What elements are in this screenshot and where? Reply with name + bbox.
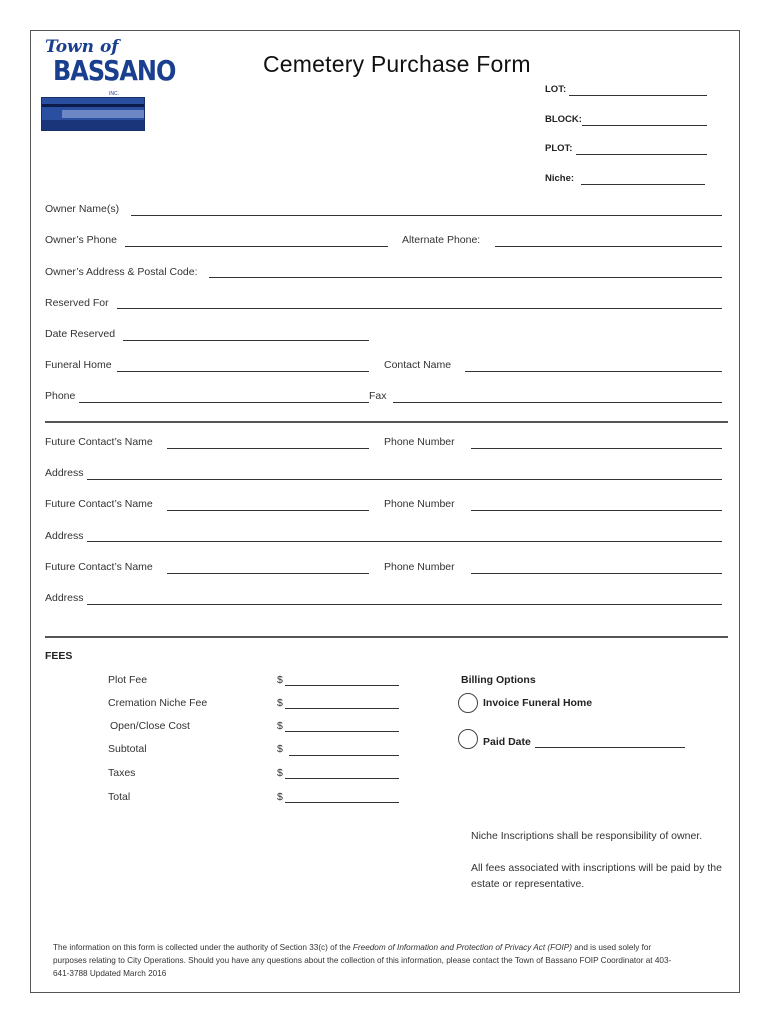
niche-field[interactable] xyxy=(581,184,705,185)
invoice-funeral-home-label: Invoice Funeral Home xyxy=(483,697,593,709)
future-address-3-field[interactable] xyxy=(87,604,722,605)
logo-image xyxy=(41,97,145,131)
foip-notice-part1: The information on this form is collected under the authority of Section 33(c) of the xyxy=(53,943,353,952)
funeral-home-label: Funeral Home xyxy=(45,359,112,371)
logo-line1: Town of xyxy=(45,37,119,57)
future-phone-3-label: Phone Number xyxy=(384,561,455,573)
plot-fee-field[interactable] xyxy=(285,685,399,686)
contact-name-label: Contact Name xyxy=(384,359,452,371)
owner-address-field[interactable] xyxy=(209,277,722,278)
future-contact-1-label: Future Contact’s Name xyxy=(45,436,153,448)
plot-fee-currency: $ xyxy=(277,674,283,686)
future-contact-1-field[interactable] xyxy=(167,448,369,449)
total-label: Total xyxy=(108,791,131,803)
future-address-2-field[interactable] xyxy=(87,541,722,542)
subtotal-currency: $ xyxy=(277,743,283,755)
billing-options-heading: Billing Options xyxy=(461,674,536,686)
niche-inscription-note: Niche Inscriptions shall be responsibility of owner. xyxy=(471,830,703,842)
contact-name-field[interactable] xyxy=(465,371,722,372)
reserved-for-field[interactable] xyxy=(117,308,722,309)
foip-notice xyxy=(53,941,673,980)
foip-act-name: Freedom of Information and Protection of Privacy Act (FOIP) xyxy=(352,943,572,952)
inscription-fees-note: All fees associated with inscriptions will be paid by the estate or representative. xyxy=(471,862,722,890)
owner-names-field[interactable] xyxy=(131,215,722,216)
lot-field[interactable] xyxy=(569,95,707,96)
owner-phone-label: Owner’s Phone xyxy=(45,234,117,246)
niche-label: Niche: xyxy=(545,173,575,184)
taxes-field[interactable] xyxy=(285,778,399,779)
open-close-cost-currency: $ xyxy=(277,720,283,732)
subtotal-field[interactable] xyxy=(289,755,399,756)
future-contact-2-label: Future Contact’s Name xyxy=(45,498,153,510)
open-close-cost-label: Open/Close Cost xyxy=(110,720,190,732)
future-contact-3-label: Future Contact’s Name xyxy=(45,561,153,573)
open-close-cost-field[interactable] xyxy=(285,731,399,732)
future-address-1-label: Address xyxy=(45,467,84,479)
fax-field[interactable] xyxy=(393,402,722,403)
alternate-phone-label: Alternate Phone: xyxy=(402,234,481,246)
paid-date-label: Paid Date xyxy=(483,736,531,748)
block-label: BLOCK: xyxy=(545,114,582,125)
block-field[interactable] xyxy=(582,125,707,126)
future-contact-3-field[interactable] xyxy=(167,573,369,574)
lot-label: LOT: xyxy=(545,84,567,95)
foip-notice-part2: and is used solely for purposes relating to City Operations. Should you have any questions about the collection of this information, please contact the Town of Bassano FOIP Coordinator at 403-641-3788 Updated March 2016 xyxy=(53,943,672,978)
future-address-1-field[interactable] xyxy=(87,479,722,480)
future-phone-1-label: Phone Number xyxy=(384,436,455,448)
plot-field[interactable] xyxy=(576,154,707,155)
fax-label: Fax xyxy=(369,390,387,402)
town-logo xyxy=(41,37,176,133)
future-phone-3-field[interactable] xyxy=(471,573,722,574)
owner-phone-field[interactable] xyxy=(125,246,388,247)
taxes-currency: $ xyxy=(277,767,283,779)
owner-address-label: Owner’s Address & Postal Code: xyxy=(45,266,198,278)
alternate-phone-field[interactable] xyxy=(495,246,722,247)
fees-divider xyxy=(45,636,728,638)
page-title: Cemetery Purchase Form xyxy=(263,51,531,77)
paid-date-radio[interactable] xyxy=(458,729,478,749)
future-contact-2-field[interactable] xyxy=(167,510,369,511)
plot-label: PLOT: xyxy=(545,143,573,154)
cremation-niche-fee-field[interactable] xyxy=(285,708,399,709)
plot-fee-label: Plot Fee xyxy=(108,674,148,686)
date-reserved-field[interactable] xyxy=(123,340,369,341)
section-divider xyxy=(45,421,728,423)
logo-line2: BASSANO xyxy=(53,54,176,88)
date-reserved-label: Date Reserved xyxy=(45,328,116,340)
taxes-label: Taxes xyxy=(108,767,136,779)
logo-line3: INC. xyxy=(109,91,119,97)
form-page xyxy=(30,30,740,993)
funeral-home-field[interactable] xyxy=(117,371,369,372)
cremation-niche-fee-currency: $ xyxy=(277,697,283,709)
future-phone-2-label: Phone Number xyxy=(384,498,455,510)
invoice-funeral-home-radio[interactable] xyxy=(458,693,478,713)
subtotal-label: Subtotal xyxy=(108,743,147,755)
paid-date-field[interactable] xyxy=(535,747,685,748)
future-phone-1-field[interactable] xyxy=(471,448,722,449)
future-address-3-label: Address xyxy=(45,592,84,604)
owner-names-label: Owner Name(s) xyxy=(45,203,120,215)
future-address-2-label: Address xyxy=(45,530,84,542)
total-field[interactable] xyxy=(285,802,399,803)
total-currency: $ xyxy=(277,791,283,803)
phone-field[interactable] xyxy=(79,402,369,403)
phone-label: Phone xyxy=(45,390,76,402)
cremation-niche-fee-label: Cremation Niche Fee xyxy=(108,697,208,709)
future-phone-2-field[interactable] xyxy=(471,510,722,511)
reserved-for-label: Reserved For xyxy=(45,297,109,309)
fees-heading: FEES xyxy=(45,650,73,662)
